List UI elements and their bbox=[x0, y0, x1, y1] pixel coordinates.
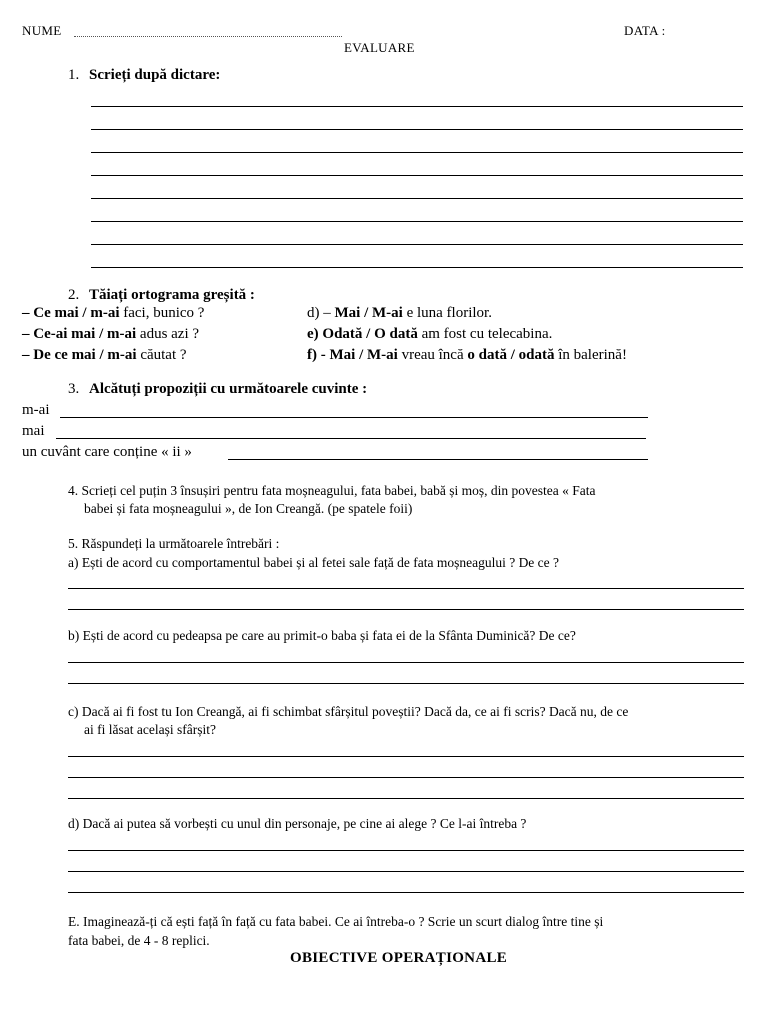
dictation-line[interactable] bbox=[91, 106, 743, 107]
name-label: NUME bbox=[22, 23, 62, 38]
q2-title: Tăiați ortograma greșită : bbox=[89, 287, 255, 303]
q2-c-options[interactable]: mai / m-ai bbox=[71, 347, 137, 363]
q2-b-prefix: – Ce-ai bbox=[22, 326, 72, 342]
q3-label-m-ai: m-ai bbox=[22, 402, 50, 418]
q2-item-c bbox=[22, 347, 187, 364]
q5-a-answer-line[interactable] bbox=[68, 588, 744, 589]
q2-a-prefix: – Ce bbox=[22, 305, 55, 321]
q1-title: Scrieți după dictare: bbox=[89, 67, 221, 83]
q1-heading bbox=[68, 67, 220, 84]
q1-number: 1. bbox=[68, 67, 80, 83]
q5-d-answer-line[interactable] bbox=[68, 871, 744, 872]
q5-b-answer-line[interactable] bbox=[68, 683, 744, 684]
q2-item-b bbox=[22, 326, 199, 343]
q2-number: 2. bbox=[68, 287, 80, 303]
q2-e-suffix: am fost cu telecabina. bbox=[417, 326, 553, 342]
q2-d-options[interactable]: Mai / M-ai bbox=[334, 305, 403, 321]
q5-b-answer-line[interactable] bbox=[68, 662, 744, 663]
qe-line-1: E. Imaginează-ți că ești față în față cu fata babei. Ce ai întreba-o ? Scrie un scurt dialog între tine și bbox=[68, 914, 604, 929]
q5-c-answer-line[interactable] bbox=[68, 777, 744, 778]
q5-d-answer-line[interactable] bbox=[68, 892, 744, 893]
q3-label-mai: mai bbox=[22, 423, 45, 439]
q3-answer-line[interactable] bbox=[60, 417, 648, 418]
q2-f-options-1[interactable]: Mai / M-ai bbox=[329, 347, 398, 363]
q2-item-a bbox=[22, 305, 204, 322]
q2-c-suffix: căutat ? bbox=[136, 347, 187, 363]
q2-item-f bbox=[307, 347, 627, 364]
q5-c-question-1: c) Dacă ai fi fost tu Ion Creangă, ai fi schimbat sfârșitul poveștii? Dacă da, ce ai fi scris? Dacă nu, de ce bbox=[68, 704, 629, 719]
q5-c-answer-line[interactable] bbox=[68, 798, 744, 799]
q5-c-question-2: ai fi lăsat același sfârșit? bbox=[84, 722, 216, 737]
q3-answer-line[interactable] bbox=[228, 459, 648, 460]
q2-f-suffix: în balerină! bbox=[554, 347, 627, 363]
q3-title: Alcătuți propoziții cu următoarele cuvinte : bbox=[89, 381, 368, 397]
q5-a-question: a) Ești de acord cu comportamentul babei și al fetei sale față de fata moșneagului ? De ce ? bbox=[68, 555, 560, 570]
q2-b-options[interactable]: mai / m-ai bbox=[71, 326, 137, 342]
dictation-line[interactable] bbox=[91, 129, 743, 130]
q5-c-answer-line[interactable] bbox=[68, 756, 744, 757]
q3-answer-line[interactable] bbox=[56, 438, 646, 439]
dictation-line[interactable] bbox=[91, 267, 743, 268]
dictation-line[interactable] bbox=[91, 175, 743, 176]
q2-item-d bbox=[307, 305, 492, 322]
q2-b-suffix: adus azi ? bbox=[136, 326, 200, 342]
q2-c-prefix: – De ce bbox=[22, 347, 72, 363]
qe-line-2: fata babei, de 4 - 8 replici. bbox=[68, 933, 210, 948]
dictation-line[interactable] bbox=[91, 152, 743, 153]
q3-number: 3. bbox=[68, 381, 80, 397]
objectives-heading: OBIECTIVE OPERAȚIONALE bbox=[290, 950, 508, 966]
q3-heading bbox=[68, 381, 367, 398]
q3-label-ii: un cuvânt care conține « ii » bbox=[22, 444, 192, 460]
q2-e-options[interactable]: Odată / O dată bbox=[322, 326, 418, 342]
q5-d-question: d) Dacă ai putea să vorbești cu unul din personaje, pe cine ai alege ? Ce l-ai întreba ? bbox=[68, 816, 527, 831]
q2-d-suffix: e luna florilor. bbox=[402, 305, 492, 321]
q4-line-2: babei și fata moșneagului », de Ion Creangă. (pe spatele foii) bbox=[84, 501, 413, 516]
dictation-line[interactable] bbox=[91, 221, 743, 222]
dictation-line[interactable] bbox=[91, 198, 743, 199]
q2-f-prefix: f) - bbox=[307, 347, 330, 363]
date-label: DATA : bbox=[624, 23, 666, 38]
q2-heading bbox=[68, 287, 255, 304]
name-dotted-line[interactable] bbox=[74, 36, 342, 37]
q4-line-1: 4. Scrieți cel puțin 3 însușiri pentru fata moșneagului, fata babei, babă și moș, din povestea « Fata bbox=[68, 483, 596, 498]
q5-title: 5. Răspundeți la următoarele întrebări : bbox=[68, 536, 280, 551]
q5-d-answer-line[interactable] bbox=[68, 850, 744, 851]
q2-d-prefix: d) – bbox=[307, 305, 335, 321]
q5-a-answer-line[interactable] bbox=[68, 609, 744, 610]
q2-e-prefix: e) bbox=[307, 326, 323, 342]
page-title: EVALUARE bbox=[344, 40, 415, 55]
q5-b-question: b) Ești de acord cu pedeapsa pe care au primit-o baba și fata ei de la Sfânta Duminică? De ce? bbox=[68, 628, 576, 643]
q2-a-suffix: faci, bunico ? bbox=[119, 305, 205, 321]
dictation-line[interactable] bbox=[91, 244, 743, 245]
q2-f-options-2[interactable]: o dată / odată bbox=[467, 347, 555, 363]
q2-f-middle: vreau încă bbox=[397, 347, 468, 363]
q2-item-e bbox=[307, 326, 552, 343]
q2-a-options[interactable]: mai / m-ai bbox=[54, 305, 120, 321]
